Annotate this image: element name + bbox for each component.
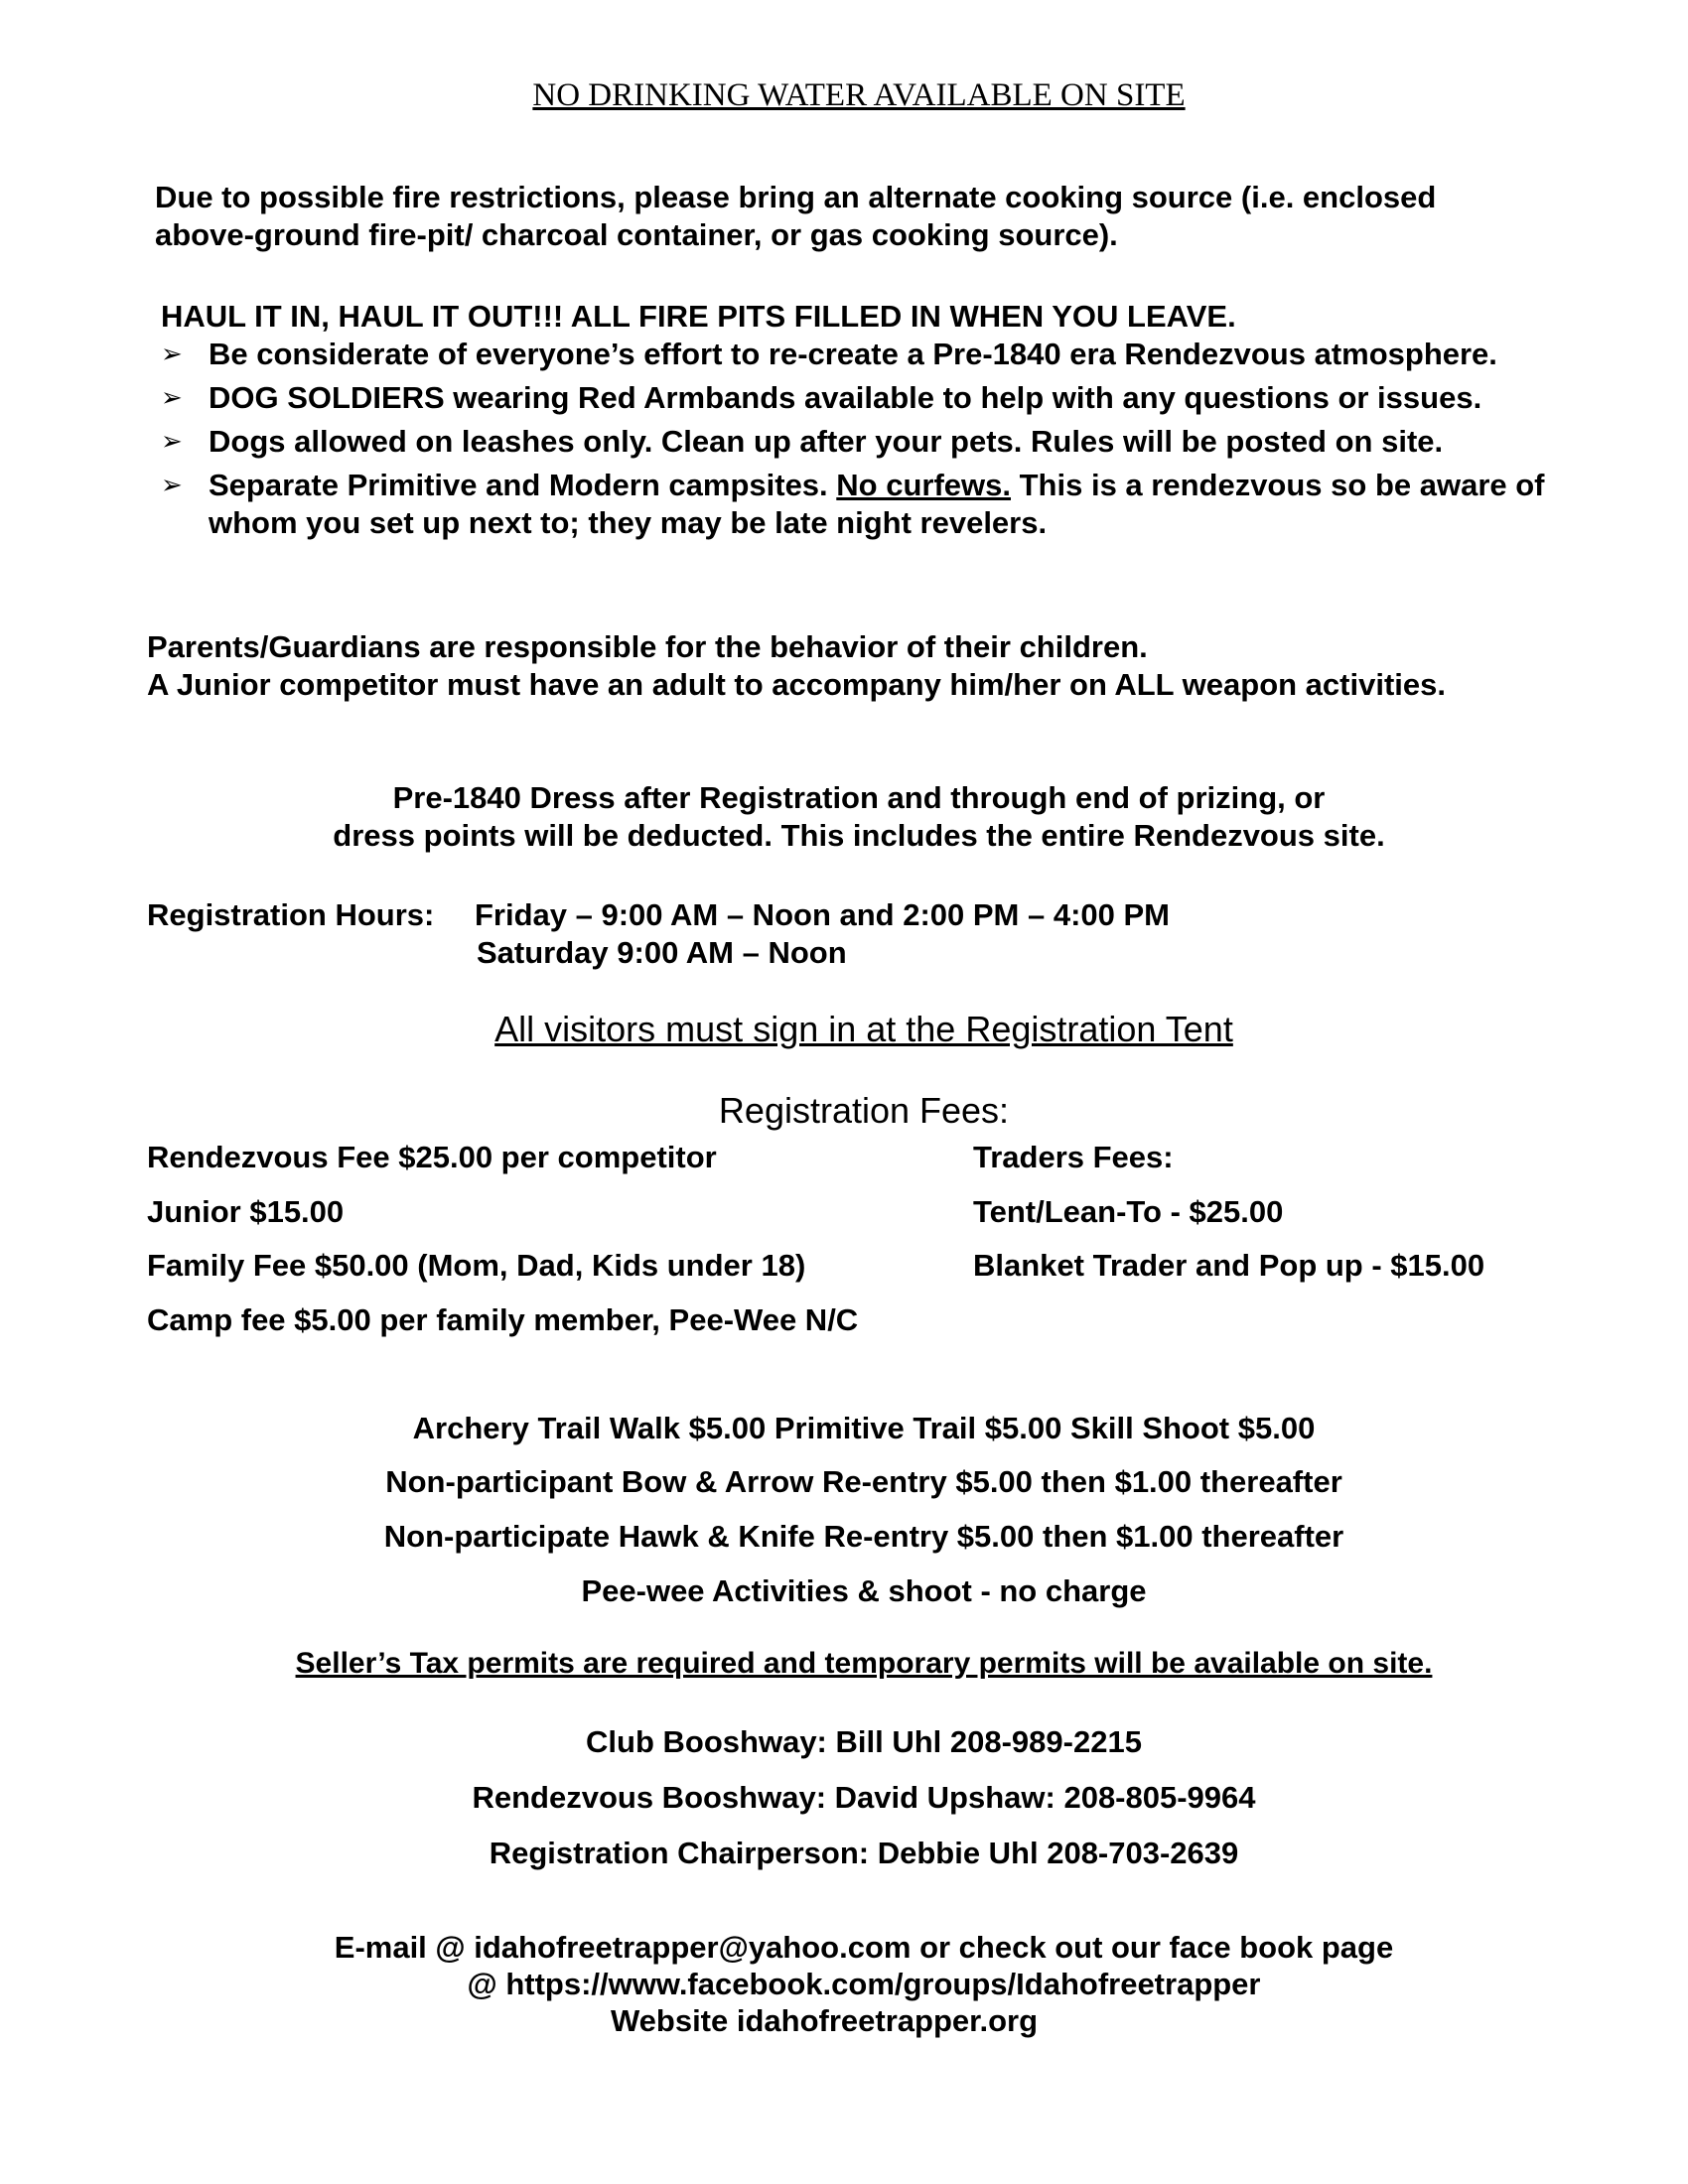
rule-text-before: Separate Primitive and Modern campsites. (209, 468, 837, 502)
rule-item (161, 423, 1601, 461)
rule-text: DOG SOLDIERS wearing Red Armbands available to help with any questions or issues. (209, 380, 1482, 415)
website-line: Website idahofreetrapper.org (610, 2003, 1039, 2038)
contact-club-booshway: Club Booshway: Bill Uhl 208-989-2215 (586, 1724, 1142, 1759)
rule-text: Be considerate of everyone’s effort to re-create a Pre-1840 era Rendezvous atmosphere. (209, 337, 1497, 371)
rule-text: Dogs allowed on leashes only. Clean up after your pets. Rules will be posted on site. (209, 424, 1444, 459)
rule-item (161, 379, 1601, 417)
fire-line-2: above-ground fire-pit/ charcoal container, or gas cooking source). (155, 217, 1118, 252)
parents-line-2: A Junior competitor must have an adult to accompany him/her on ALL weapon activities. (147, 667, 1446, 702)
haul-notice: HAUL IT IN, HAUL IT OUT!!! ALL FIRE PITS FILLED IN WHEN YOU LEAVE. (161, 299, 1236, 334)
fee-junior: Junior $15.00 (147, 1194, 345, 1229)
fees-title: Registration Fees: (718, 1090, 1010, 1131)
no-curfews-text: No curfews. (836, 468, 1011, 502)
parents-notice (147, 628, 1446, 704)
registration-hours-label: Registration Hours: (147, 897, 435, 932)
email-line: E-mail @ idahofreetrapper@yahoo.com or check out our face book page (334, 1930, 1394, 1965)
contact-registration-chair: Registration Chairperson: Debbie Uhl 208-703-2639 (489, 1836, 1239, 1870)
parents-line-1: Parents/Guardians are responsible for the behavior of their children. (147, 629, 1148, 664)
registration-hours-friday: Friday – 9:00 AM – Noon and 2:00 PM – 4:00 PM (475, 897, 1170, 932)
visitors-notice: All visitors must sign in at the Registration Tent (494, 1009, 1233, 1049)
facebook-line: @ https://www.facebook.com/groups/Idahofreetrapper (467, 1967, 1261, 2001)
fee-tent-lean-to: Tent/Lean-To - $25.00 (973, 1194, 1284, 1229)
contact-rendezvous-booshway: Rendezvous Booshway: David Upshaw: 208-805-9964 (472, 1780, 1256, 1815)
fire-restriction-paragraph (155, 179, 1436, 254)
dress-notice (0, 779, 1688, 855)
arrow-bullet-icon: ➢ (161, 383, 183, 413)
activity-line: Archery Trail Walk $5.00 Primitive Trail $5.00 Skill Shoot $5.00 (412, 1411, 1316, 1445)
page-title: NO DRINKING WATER AVAILABLE ON SITE (532, 77, 1186, 113)
fee-rendezvous: Rendezvous Fee $25.00 per competitor (147, 1140, 717, 1174)
fee-family: Family Fee $50.00 (Mom, Dad, Kids under 18) (147, 1248, 806, 1283)
arrow-bullet-icon: ➢ (161, 427, 183, 457)
traders-fees-heading: Traders Fees: (973, 1140, 1174, 1174)
dress-line-2: dress points will be deducted. This includes the entire Rendezvous site. (333, 818, 1385, 853)
activity-line: Non-participate Hawk & Knife Re-entry $5.00 then $1.00 thereafter (383, 1519, 1344, 1554)
fire-line-1: Due to possible fire restrictions, please bring an alternate cooking source (i.e. enclosed (155, 180, 1437, 214)
rules-list (161, 336, 1601, 548)
seller-tax-notice: Seller’s Tax permits are required and temporary permits will be available on site. (295, 1647, 1433, 1680)
rule-text-after: This is a rendezvous so be aware of whom you set up next to; they may be late night revelers. (209, 468, 1545, 540)
activity-line: Pee-wee Activities & shoot - no charge (581, 1573, 1147, 1608)
activity-line: Non-participant Bow & Arrow Re-entry $5.00 then $1.00 thereafter (385, 1464, 1342, 1499)
rule-item (161, 467, 1601, 542)
registration-hours-saturday: Saturday 9:00 AM – Noon (477, 935, 847, 970)
dress-line-1: Pre-1840 Dress after Registration and through end of prizing, or (392, 780, 1326, 815)
fee-camp: Camp fee $5.00 per family member, Pee-Wee N/C (147, 1302, 859, 1337)
rule-item (161, 336, 1601, 373)
arrow-bullet-icon: ➢ (161, 471, 183, 500)
fee-blanket-trader: Blanket Trader and Pop up - $15.00 (973, 1248, 1485, 1283)
arrow-bullet-icon: ➢ (161, 340, 183, 369)
